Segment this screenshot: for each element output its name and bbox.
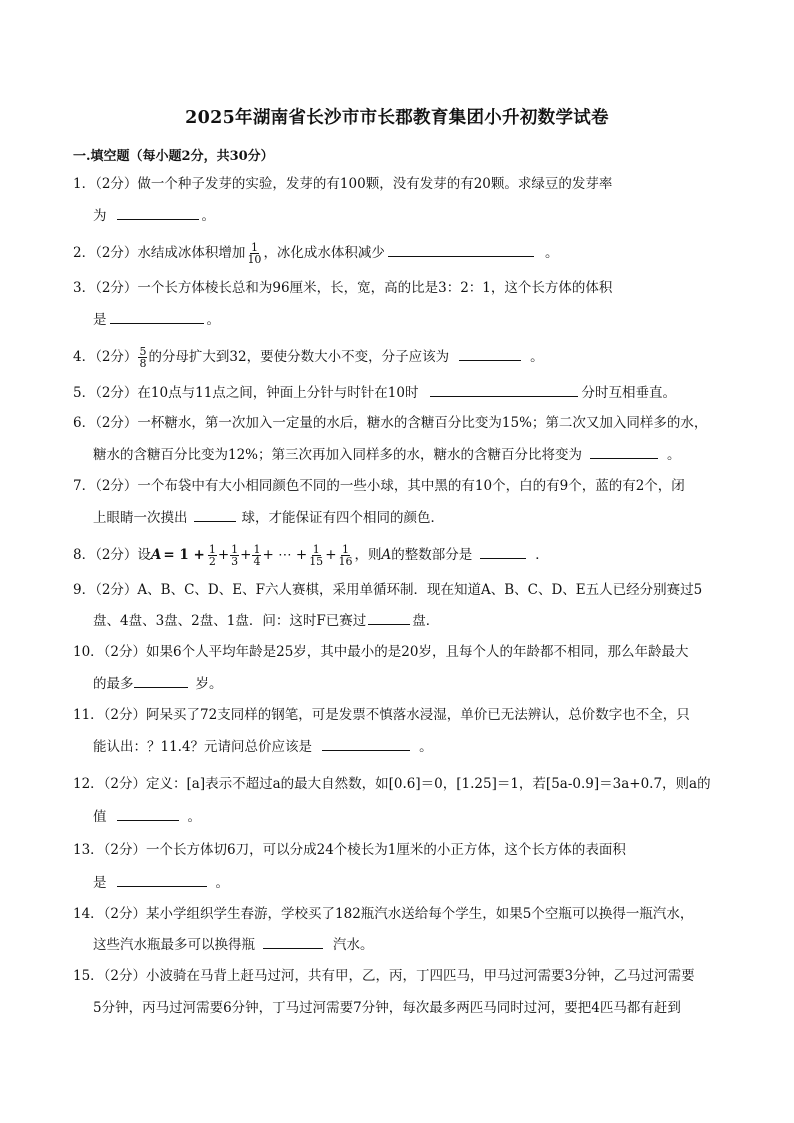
fraction-1-15 (308, 544, 324, 567)
question-3-line-1: 3．（2分）一个长方体棱长总和为96厘米，长，宽，高的比是3：2：1，这个长方体的体积 (73, 280, 613, 296)
fraction-1-10 (246, 242, 262, 265)
question-1-line-1: 1．（2分）做一个种子发芽的实验，发芽的有100颗，没有发芽的有20颗。求绿豆的发芽率 (73, 176, 613, 192)
answer-blank-4[interactable] (459, 348, 521, 361)
question-5-text-b: 分时互相垂直。 (581, 385, 676, 401)
fraction-denominator: 4 (253, 555, 261, 568)
question-4-text-a: 4．（2分） (73, 349, 138, 365)
fraction-1-4 (252, 544, 261, 567)
question-14-text-a: 这些汽水瓶最多可以换得瓶 (93, 937, 255, 953)
question-8: 8．（2分）设A = 1 + $\frac{1}{2}$ + $\frac{1}{3}$ + $\frac{1}{4}$ + ⋯ + $\frac{1}{15}$ + $\frac{1}{16}$ ，则A的整数部分是 ． (73, 543, 549, 568)
fraction-denominator: 8 (139, 357, 147, 370)
question-4-text-b: 的分母扩大到32，要使分数大小不变，分子应该为 (148, 349, 450, 365)
question-10-line-2 (93, 675, 223, 692)
answer-blank-3[interactable] (110, 311, 204, 324)
question-8-end: ． (535, 547, 549, 563)
question-6-line-1: 6．（2分）一杯糖水，第一次加入一定量的水后，糖水的含糖百分比变为15%；第二次又加入同样多的水， (73, 415, 708, 431)
question-13-text: 是 (93, 875, 107, 891)
answer-blank-6[interactable] (590, 446, 658, 459)
page-title: 2025年湖南省长沙市市长郡教育集团小升初数学试卷 (185, 108, 609, 128)
answer-blank-1[interactable] (117, 207, 199, 220)
question-7-text-b: 球，才能保证有四个相同的颜色． (241, 510, 444, 526)
answer-blank-5[interactable] (430, 384, 578, 397)
question-13-end: 。 (215, 875, 229, 891)
answer-blank-10[interactable] (134, 675, 188, 688)
question-7-line-1: 7．（2分）一个布袋中有大小相同颜色不同的一些小球，其中黑的有10个，白的有9个，蓝的有2个，闭 (73, 478, 685, 494)
question-1-end: 。 (201, 208, 215, 224)
fraction-1-2 (208, 544, 217, 567)
question-2-text-b: ，冰化成水体积减少 (263, 245, 385, 261)
equation-start: = 1 + (163, 547, 205, 563)
question-9-line-1: 9．（2分）A、B、C、D、E、F六人赛棋，采用单循环制．现在知道A、B、C、D、E五人已经分别赛过5 (73, 582, 703, 598)
question-6-line-2 (93, 446, 681, 463)
question-2 (73, 242, 558, 265)
fraction-numerator: 1 (342, 543, 349, 556)
answer-blank-14[interactable] (263, 936, 323, 949)
question-15-line-1: 15．（2分）小波骑在马背上赶马过河，共有甲，乙，丙，丁四匹马，甲马过河需要3分钟，乙马过河需要 (73, 968, 695, 984)
answer-blank-13[interactable] (117, 874, 207, 887)
fraction-numerator: 1 (231, 543, 239, 556)
question-2-end: 。 (544, 245, 559, 261)
question-12-line-1: 12．（2分）定义：[a]表示不超过a的最大自然数，如[0.6]＝0，[1.25]＝1，若[5a-0.9]＝3a+0.7，则a的 (73, 776, 711, 792)
answer-blank-9[interactable] (368, 612, 410, 625)
question-1-text: 为 (93, 208, 107, 224)
section-heading: 一.填空题（每小题2分，共30分） (73, 149, 274, 164)
question-12-line-2 (93, 808, 201, 825)
question-10-line-1: 10．（2分）如果6个人平均年龄是25岁，其中最小的是20岁，且每个人的年龄都不相同，那么年龄最大 (73, 644, 689, 660)
question-10-text-b: 岁。 (195, 676, 223, 692)
fraction-numerator: 1 (312, 543, 320, 556)
question-3-text: 是 (93, 312, 107, 328)
question-7-text-a: 上眼睛一次摸出 (93, 510, 188, 526)
question-8-text-b: ，则 (354, 547, 382, 563)
question-10-text-a: 的最多 (93, 676, 134, 692)
question-15-line-2: 5分钟，丙马过河需要6分钟，丁马过河需要7分钟，每次最多两匹马同时过河，要把4匹马都有赶到 (93, 1000, 681, 1016)
fraction-1-3 (230, 544, 239, 567)
question-3-end: 。 (206, 312, 220, 328)
question-5 (73, 384, 676, 401)
fraction-numerator: 5 (139, 345, 147, 358)
question-9-text-b: 盘． (412, 613, 440, 629)
fraction-denominator: 10 (247, 253, 262, 266)
fraction-5-8 (138, 346, 147, 369)
question-4-end: 。 (530, 349, 544, 365)
question-1-line-2 (93, 207, 215, 224)
fraction-denominator: 2 (208, 555, 216, 568)
fraction-numerator: 1 (208, 543, 216, 556)
fraction-denominator: 3 (231, 555, 239, 568)
question-8-text-c: 的整数部分是 (391, 547, 473, 563)
question-6-text: 糖水的含糖百分比变为12%；第三次再加入同样多的水，糖水的含糖百分比将变为 (93, 447, 583, 463)
answer-blank-11[interactable] (322, 738, 410, 751)
ellipsis: + ⋯ + (262, 547, 308, 563)
question-14-text-b: 汽水。 (333, 937, 374, 953)
question-2-text-a: 2．（2分）水结成冰体积增加 (73, 245, 246, 261)
question-5-text-a: 5．（2分）在10点与11点之间，钟面上分针与时针在10时 (73, 385, 419, 401)
question-6-end: 。 (667, 447, 681, 463)
fraction-1-16 (338, 544, 354, 567)
fraction-numerator: 1 (250, 241, 258, 254)
answer-blank-2[interactable] (388, 244, 534, 257)
question-11-text: 能认出：？11.4？元请问总价应该是 (93, 739, 313, 755)
question-7-line-2 (93, 509, 444, 526)
question-14-line-2 (93, 936, 374, 953)
answer-blank-7[interactable] (194, 509, 236, 522)
question-9-text-a: 盘、4盘、3盘、2盘、1盘．问：这时F已赛过 (93, 613, 367, 629)
fraction-denominator: 15 (309, 555, 324, 568)
question-9-line-2 (93, 612, 439, 629)
question-11-line-1: 11．（2分）阿呆买了72支同样的钢笔，可是发票不慎落水浸湿，单价已无法辨认，总价数字也不全，只 (73, 707, 690, 723)
fraction-denominator: 16 (338, 555, 353, 568)
variable-a-2: A (381, 547, 392, 563)
question-11-end: 。 (419, 739, 433, 755)
question-13-line-2 (93, 874, 229, 891)
variable-a: A (150, 547, 162, 563)
answer-blank-8[interactable] (480, 546, 526, 559)
question-11-line-2 (93, 738, 433, 755)
question-3-line-2 (93, 311, 220, 328)
fraction-numerator: 1 (253, 543, 261, 556)
question-12-end: 。 (187, 809, 201, 825)
question-4 (73, 346, 544, 369)
question-13-line-1: 13．（2分）一个长方体切6刀，可以分成24个棱长为1厘米的小正方体，这个长方体的表面积 (73, 842, 626, 858)
question-8-text-a: 8．（2分）设 (73, 547, 151, 563)
question-14-line-1: 14．（2分）某小学组织学生春游，学校买了182瓶汽水送给每个学生，如果5个空瓶可以换得一瓶汽水， (73, 906, 694, 922)
question-12-text: 值 (93, 809, 107, 825)
answer-blank-12[interactable] (117, 808, 179, 821)
